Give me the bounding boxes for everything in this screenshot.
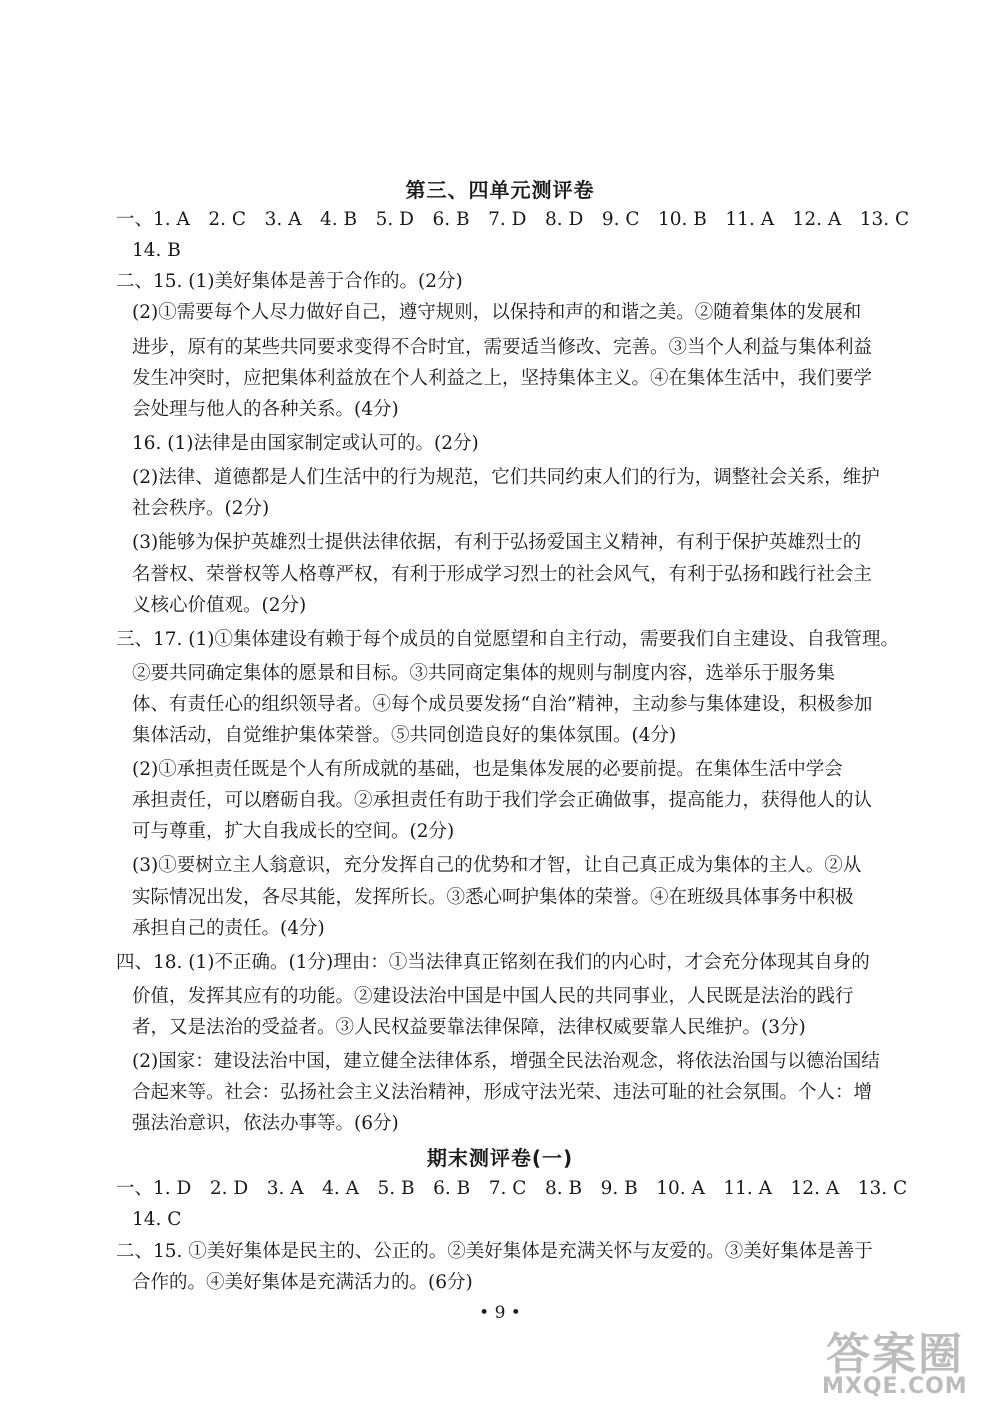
answer-line: 合起来等。社会：弘扬社会主义法治精神，形成守法光荣、违法可耻的社会氛围。个人：增	[132, 1082, 873, 1103]
page-number: • 9 •	[479, 1303, 521, 1323]
answer-line: 名誉权、荣誉权等人格尊严权，有利于形成学习烈士的社会风气，有利于弘扬和践行社会主	[132, 564, 873, 585]
watermark-domain: MXQE.COM	[822, 1374, 968, 1399]
answer-line: 四、18. (1)不正确。(1分)理由：①当法律真正铭刻在我们的内心时，才会充分体现其自身的	[116, 952, 870, 973]
answer-line: 义核心价值观。(2分)	[132, 595, 307, 616]
answer-line: (2)①需要每个人尽力做好自己，遵守规则，以保持和声的和谐之美。②随着集体的发展和	[132, 302, 862, 323]
answer-line: 可与尊重，扩大自我成长的空间。(2分)	[132, 821, 455, 842]
answer-line: 合作的。④美好集体是充满活力的。(6分)	[132, 1272, 473, 1293]
answer-line: ②要共同确定集体的愿景和目标。③共同商定集体的规则与制度内容，选举乐于服务集	[132, 663, 836, 684]
answer-line: (3)能够为保护英雄烈士提供法律依据，有利于弘扬爱国主义精神，有利于保护英雄烈士的	[132, 532, 862, 553]
answer-line: (3)①要树立主人翁意识，充分发挥自己的优势和才智，让自己真正成为集体的主人。②从	[132, 855, 862, 876]
section-title-unit-3-4: 第三、四单元测评卷	[405, 178, 595, 202]
answer-line: 价值，发挥其应有的功能。②建设法治中国是中国人民的共同事业，人民既是法治的践行	[132, 986, 854, 1007]
section-title-final-exam-1: 期末测评卷(一)	[426, 1146, 574, 1170]
answer-line: 会处理与他人的各种关系。(4分)	[132, 399, 399, 420]
answer-line: 体、有责任心的组织领导者。④每个成员要发扬“自治”精神，主动参与集体建设，积极参加	[132, 694, 873, 715]
answer-line: 14. C	[132, 1209, 182, 1230]
answer-line: 进步，原有的某些共同要求变得不合时宜，需要适当修改、完善。③当个人利益与集体利益	[132, 337, 873, 358]
answer-line: 承担自己的责任。(4分)	[132, 918, 325, 939]
answer-line: 16. (1)法律是由国家制定或认可的。(2分)	[132, 433, 479, 454]
answer-line: 发生冲突时，应把集体利益放在个人利益之上，坚持集体主义。④在集体生活中，我们要学	[132, 368, 873, 389]
answer-line: 一、1. D 2. D 3. A 4. A 5. B 6. B 7. C 8. B 9. B 10. A 11. A 12. A 13. C	[116, 1178, 908, 1199]
answer-line: 三、17. (1)①集体建设有赖于每个成员的自觉愿望和自主行动，需要我们自主建设、自我管理。	[116, 629, 900, 650]
answer-line: 14. B	[132, 240, 181, 261]
answer-line: 承担责任，可以磨砺自我。②承担责任有助于我们学会正确做事，提高能力，获得他人的认	[132, 790, 873, 811]
answer-line: 者，又是法治的受益者。③人民权益要靠法律保障，法律权威要靠人民维护。(3分)	[132, 1017, 806, 1038]
watermark-logo-text: 答案圈	[826, 1329, 964, 1380]
answer-line: 实际情况出发，各尽其能，发挥所长。③悉心呵护集体的荣誉。④在班级具体事务中积极	[132, 887, 854, 908]
watermark-logo	[816, 1316, 996, 1408]
answer-line: 集体活动，自觉维护集体荣誉。⑤共同创造良好的集体氛围。(4分)	[132, 725, 677, 746]
answer-line: (2)①承担责任既是个人有所成就的基础，也是集体发展的必要前提。在集体生活中学会	[132, 759, 843, 780]
answer-line: (2)法律、道德都是人们生活中的行为规范，它们共同约束人们的行为，调整社会关系，维护	[132, 467, 880, 488]
answer-line: (2)国家：建设法治中国，建立健全法律体系，增强全民法治观念，将依法治国与以德治国结	[132, 1051, 880, 1072]
answer-line: 强法治意识，依法办事等。(6分)	[132, 1113, 399, 1134]
answer-line: 社会秩序。(2分)	[132, 498, 270, 519]
answer-line: 一、1. A 2. C 3. A 4. B 5. D 6. B 7. D 8. D 9. C 10. B 11. A 12. A 13. C	[116, 209, 910, 230]
answer-line: 二、15. (1)美好集体是善于合作的。(2分)	[116, 271, 463, 292]
answer-line: 二、15. ①美好集体是民主的、公正的。②美好集体是充满关怀与友爱的。③美好集体是善于	[116, 1241, 873, 1262]
